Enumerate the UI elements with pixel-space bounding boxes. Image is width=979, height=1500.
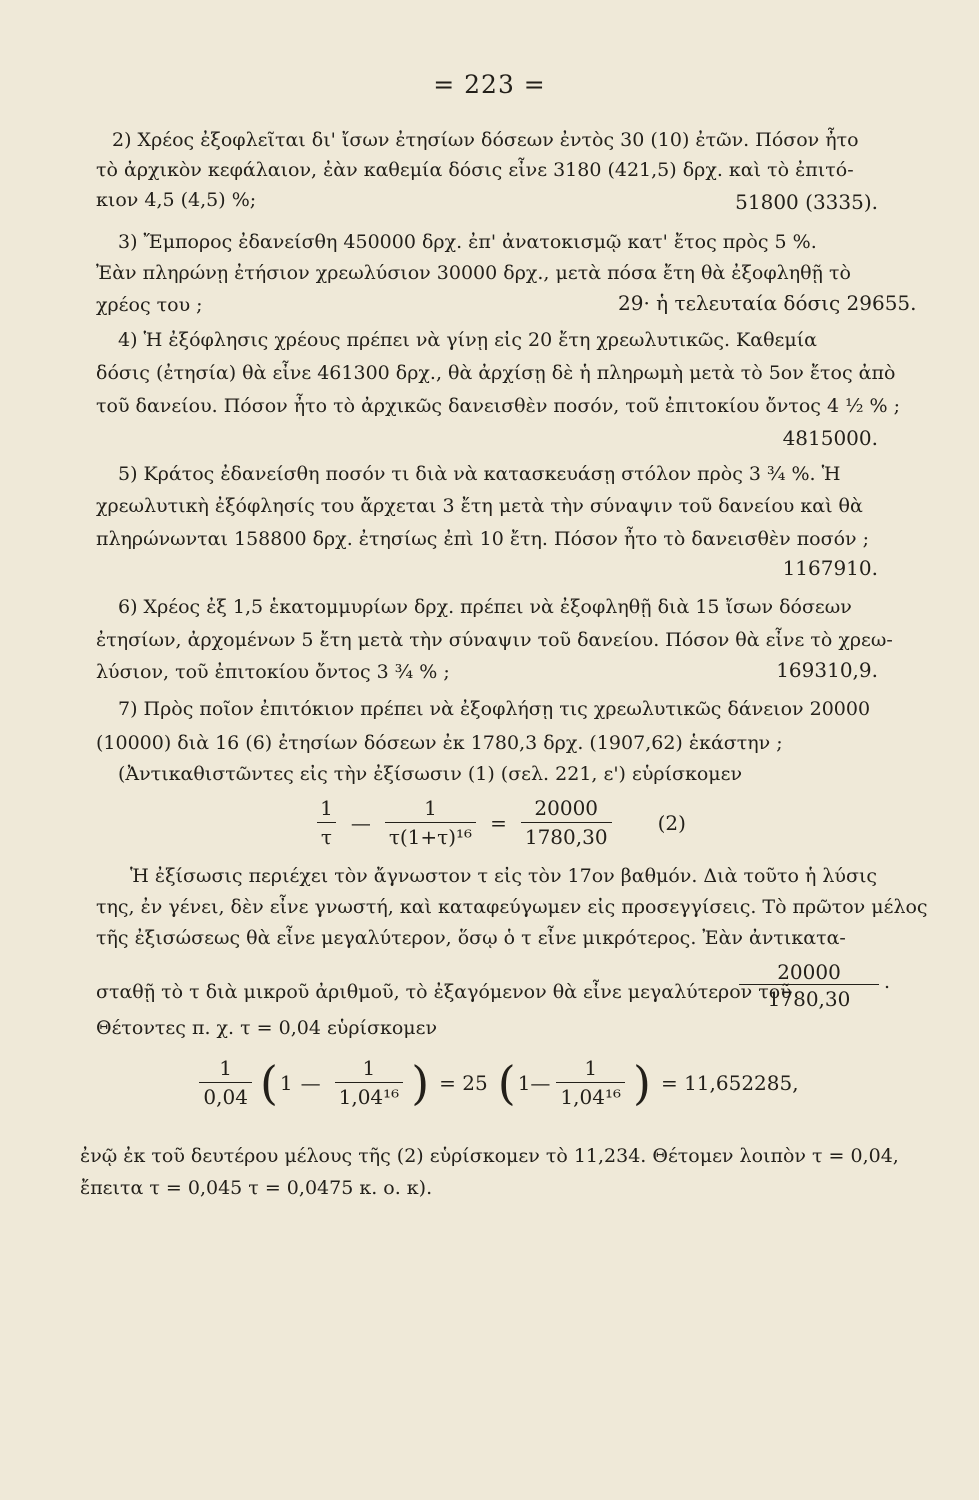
problem-4-answer: 4815000. bbox=[782, 426, 878, 450]
discussion-line-4: σταθῇ τὸ τ διὰ μικροῦ ἀριθμοῦ, τὸ ἐξαγόμενον θὰ εἶνε μεγαλύτερον τοῦ bbox=[96, 981, 792, 1003]
discussion-line-2: της, ἐν γένει, δὲν εἶνε γνωστή, καὶ καταφεύγωμεν εἰς προσεγγίσεις. Τὸ πρῶτον μέλος bbox=[96, 896, 928, 918]
fraction: $\frac{20000}{1780,30}$ bbox=[521, 796, 612, 849]
problem-3-answer: 29· ἡ τελευταία δόσις 29655. bbox=[618, 291, 917, 315]
close-paren: ) bbox=[411, 1055, 430, 1110]
problem-6-line-3: λύσιον, τοῦ ἐπιτοκίου ὄντος 3 ¾ % ; bbox=[96, 661, 450, 683]
problem-3-line-1: 3) Ἔμπορος ἐδανείσθη 450000 δρχ. ἐπ' ἀνατοκισμῷ κατ' ἔτος πρὸς 5 %. bbox=[118, 231, 817, 253]
inline-fraction-dot: . bbox=[884, 971, 891, 993]
equation-2 bbox=[118, 796, 878, 849]
close-paren: ) bbox=[633, 1055, 651, 1110]
discussion-line-1: Ἡ ἐξίσωσις περιέχει τὸν ἄγνωστον τ εἰς τὸν 17ον βαθμόν. Διὰ τοῦτο ἡ λύσις bbox=[130, 865, 878, 887]
open-paren: ( bbox=[259, 1055, 278, 1110]
open-paren: ( bbox=[497, 1055, 516, 1110]
problem-2-line-2: τὸ ἀρχικὸν κεφάλαιον, ἐὰν καθεμία δόσις εἶνε 3180 (421,5) δρχ. καὶ τὸ ἐπιτό- bbox=[96, 159, 854, 181]
problem-4-line-2: δόσις (ἐτησία) θὰ εἶνε 461300 δρχ., θὰ ἀρχίσῃ δὲ ἡ πληρωμὴ μετὰ τὸ 5ον ἔτος ἀπὸ bbox=[96, 362, 896, 384]
problem-3-line-3: χρέος του ; bbox=[96, 294, 203, 316]
fraction: $\frac{1}{0,04}$ bbox=[199, 1056, 252, 1109]
problem-2-answer: 51800 (3335). bbox=[735, 190, 878, 214]
fraction: $\frac{1}{\text{τ(1+τ)¹⁶}}$ bbox=[385, 796, 476, 849]
problem-6-line-1: 6) Χρέος ἐξ 1,5 ἑκατομμυρίων δρχ. πρέπει νὰ ἐξοφληθῇ διὰ 15 ἴσων δόσεων bbox=[118, 596, 852, 618]
minus-sign: — bbox=[350, 810, 371, 835]
equals-sign: = bbox=[490, 810, 507, 835]
fraction: $\frac{1}{\tau}$ bbox=[316, 796, 337, 849]
problem-6-line-2: ἐτησίων, ἀρχομένων 5 ἔτη μετὰ τὴν σύναψιν τοῦ δανείου. Πόσον θὰ εἶνε τὸ χρεω- bbox=[96, 629, 893, 651]
closing-line-1: ἐνῷ ἐκ τοῦ δευτέρου μέλους τῆς (2) εὑρίσκομεν τὸ 11,234. Θέτομεν λοιπὸν τ = 0,04, bbox=[80, 1145, 899, 1167]
problem-7-line-1: 7) Πρὸς ποῖον ἐπιτόκιον πρέπει νὰ ἐξοφλήσῃ τις χρεωλυτικῶς δάνειον 20000 bbox=[118, 698, 871, 720]
fraction: $\frac{1}{\text{1,04¹⁶}}$ bbox=[556, 1056, 625, 1109]
fraction: $\frac{1}{\text{1,04¹⁶}}$ bbox=[335, 1056, 404, 1109]
discussion-line-3: τῆς ἐξισώσεως θὰ εἶνε μεγαλύτερον, ὅσῳ ὁ τ εἶνε μικρότερος. Ἐὰν ἀντικατα- bbox=[96, 927, 846, 949]
problem-6-answer: 169310,9. bbox=[776, 658, 878, 682]
problem-3-line-2: Ἐὰν πληρώνῃ ἐτήσιον χρεωλύσιον 30000 δρχ., μετὰ πόσα ἔτη θὰ ἐξοφληθῇ τὸ bbox=[96, 262, 851, 284]
problem-5-line-3: πληρώνωνται 158800 δρχ. ἐτησίως ἐπὶ 10 ἔτη. Πόσον ἦτο τὸ δανεισθὲν ποσόν ; bbox=[96, 528, 870, 550]
problem-7-line-3: (Ἀντικαθιστῶντες εἰς τὴν ἐξίσωσιν (1) (σελ. 221, ε') εὑρίσκομεν bbox=[118, 763, 743, 785]
problem-2-line-1: 2) Χρέος ἐξοφλεῖται δι' ἴσων ἐτησίων δόσεων ἐντὸς 30 (10) ἐτῶν. Πόσον ἦτο bbox=[112, 129, 859, 151]
problem-4-line-3: τοῦ δανείου. Πόσον ἦτο τὸ ἀρχικῶς δανεισθὲν ποσόν, τοῦ ἐπιτοκίου ὄντος 4 ½ % ; bbox=[96, 395, 901, 417]
equation-label: (2) bbox=[657, 810, 686, 835]
inline-fraction: 20000 1780,30 bbox=[739, 960, 879, 1011]
problem-5-line-1: 5) Κράτος ἐδανείσθη ποσόν τι διὰ νὰ κατασκευάσῃ στόλον πρὸς 3 ¾ %. Ἡ bbox=[118, 463, 841, 485]
problem-5-answer: 1167910. bbox=[782, 556, 878, 580]
problem-4-line-1: 4) Ἡ ἐξόφλησις χρέους πρέπει νὰ γίνῃ εἰς 20 ἔτη χρεωλυτικῶς. Καθεμία bbox=[118, 329, 817, 351]
problem-7-line-2: (10000) διὰ 16 (6) ἐτησίων δόσεων ἐκ 1780,3 δρχ. (1907,62) ἑκάστην ; bbox=[96, 732, 783, 754]
discussion-line-5: Θέτοντες π. χ. τ = 0,04 εὑρίσκομεν bbox=[96, 1017, 438, 1039]
equation-3: $\frac{1}{0,04}$ ( 1 — $\frac{1}{\text{1,04¹⁶}}$ ) = 25 ( 1— $\frac{1}{\text{1,04¹⁶}}$ ) = 11,652285, bbox=[140, 1056, 860, 1109]
problem-5-line-2: χρεωλυτικὴ ἐξόφλησίς του ἄρχεται 3 ἔτη μετὰ τὴν σύναψιν τοῦ δανείου καὶ θὰ bbox=[96, 495, 863, 517]
problem-2-line-3: κιον 4,5 (4,5) %; bbox=[96, 189, 257, 211]
closing-line-2: ἔπειτα τ = 0,045 τ = 0,0475 κ. ο. κ). bbox=[80, 1177, 433, 1199]
page-number: = 223 = bbox=[433, 70, 546, 99]
